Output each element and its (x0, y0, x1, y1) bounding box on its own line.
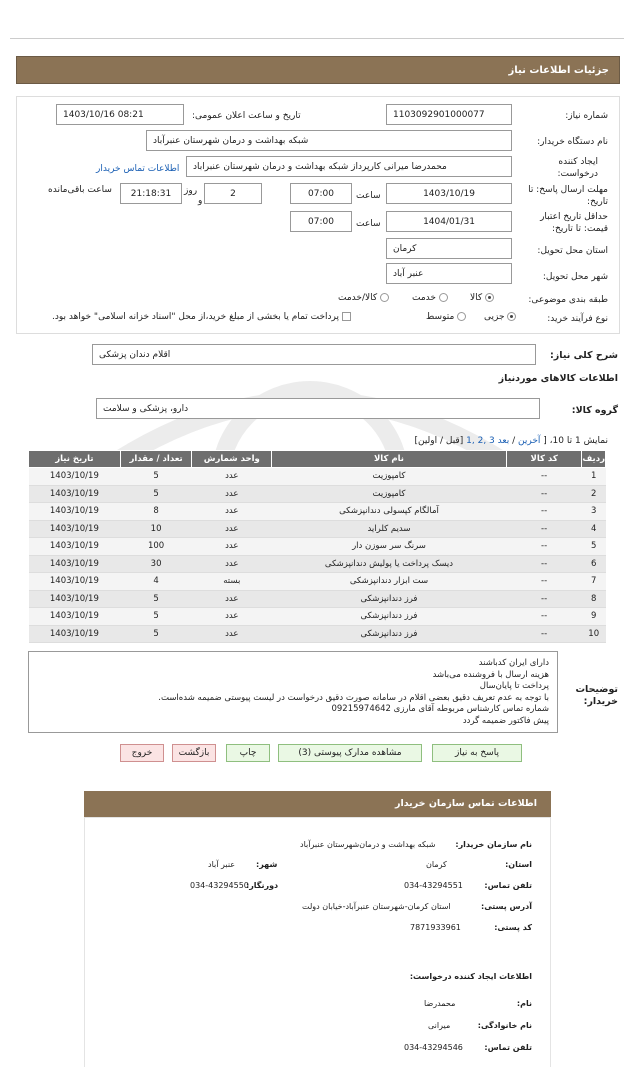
cell-date: 1403/10/19 (29, 608, 121, 626)
creator-name-value: محمدرضا (424, 999, 456, 1008)
creator-name-label: نام: (516, 999, 532, 1008)
top-divider (10, 38, 624, 39)
cell-row: 1 (582, 468, 606, 486)
radio-icon (485, 293, 494, 302)
province-label: استان: (505, 860, 532, 869)
remaining-days: 2 (204, 183, 262, 204)
reply-deadline-date[interactable]: 1403/10/19 (386, 183, 512, 204)
pagination-sep: / (509, 436, 518, 446)
price-validity-label-1: حداقل تاریخ اعتبار (540, 212, 608, 222)
page-header (16, 56, 620, 84)
process-option-medium[interactable]: متوسط (426, 312, 466, 322)
cell-unit: عدد (192, 468, 272, 486)
buyer-org-field[interactable]: شبکه بهداشت و درمان شهرستان عنبرآباد (146, 130, 512, 151)
city-label: شهر: (256, 860, 278, 869)
cell-unit: عدد (192, 590, 272, 608)
table-row[interactable] (29, 485, 606, 503)
announce-datetime-field[interactable]: 1403/10/16 08:21 (56, 104, 184, 125)
requester-label-2: درخواست: (557, 169, 598, 179)
org-value: شبکه بهداشت و درمان‌شهرستان عنبرآباد (300, 840, 436, 849)
cell-qty: 8 (120, 503, 192, 521)
table-row[interactable] (29, 625, 606, 643)
table-row[interactable] (29, 538, 606, 556)
cell-name: دیسک پرداخت یا پولیش دندانپزشکی (272, 555, 507, 573)
cell-qty: 5 (120, 590, 192, 608)
items-table (28, 450, 606, 643)
cell-date: 1403/10/19 (29, 503, 121, 521)
summary-label: شرح کلی نیاز: (549, 350, 618, 361)
price-time-label: ساعت (356, 219, 381, 229)
col-code: کد کالا (506, 451, 582, 468)
phone-label: تلفن تماس: (484, 881, 532, 890)
category-option-service[interactable]: خدمت (412, 293, 448, 303)
cell-date: 1403/10/19 (29, 590, 121, 608)
cell-row: 6 (582, 555, 606, 573)
cell-name: فرز دندانپزشکی (272, 608, 507, 626)
city-value: عنبر آباد (208, 860, 236, 869)
cell-date: 1403/10/19 (29, 468, 121, 486)
need-number-label: شماره نیاز: (565, 111, 608, 121)
delivery-province-label: استان محل تحویل: (537, 246, 608, 256)
address-label: آدرس پستی: (481, 902, 532, 911)
price-validity-date[interactable]: 1404/01/31 (386, 211, 512, 232)
postal-label: کد پستی: (494, 923, 532, 932)
cell-name: فرز دندانپزشکی (272, 590, 507, 608)
fax-label: دورنگار: (246, 881, 279, 890)
cell-qty: 30 (120, 555, 192, 573)
buyer-org-label: نام دستگاه خریدار: (537, 137, 608, 147)
radio-icon (380, 293, 389, 302)
cell-row: 10 (582, 625, 606, 643)
col-row: ردیف (582, 451, 606, 468)
delivery-province-field[interactable]: کرمان (386, 238, 512, 259)
cell-qty: 5 (120, 485, 192, 503)
cell-qty: 5 (120, 625, 192, 643)
page-title: جزئیات اطلاعات نیاز (508, 65, 609, 76)
cell-unit: عدد (192, 503, 272, 521)
cell-code: -- (506, 503, 582, 521)
summary-field[interactable]: اقلام دندان پزشکی (92, 344, 536, 365)
delivery-city-field[interactable]: عنبر آباد (386, 263, 512, 284)
radio-icon (457, 312, 466, 321)
cell-name: سدیم کلراید (272, 520, 507, 538)
table-row[interactable] (29, 555, 606, 573)
category-option-goods[interactable]: کالا (470, 293, 494, 303)
postal-value: 7871933961 (410, 923, 461, 932)
fax-value: 034-43294550 (190, 881, 249, 890)
cell-name: کامپوزیت (272, 485, 507, 503)
cell-code: -- (506, 555, 582, 573)
buyer-notes-label-2: خریدار: (583, 696, 618, 707)
reply-time-label: ساعت (356, 191, 381, 201)
table-row[interactable] (29, 503, 606, 521)
note-line: هزینه ارسال با فروشنده می‌باشد (432, 669, 549, 680)
cell-row: 5 (582, 538, 606, 556)
cell-name: سرنگ سر سوزن دار (272, 538, 507, 556)
pagination-range: نمایش 1 تا 10، [ (543, 436, 608, 446)
pagination-pages[interactable]: 3 ,2 ,1 (466, 436, 495, 446)
creator-family-label: نام خانوادگی: (477, 1021, 532, 1030)
remaining-time: 21:18:31 (120, 183, 182, 204)
cell-row: 7 (582, 573, 606, 591)
radio-icon (507, 312, 516, 321)
cell-qty: 10 (120, 520, 192, 538)
table-header-row (29, 451, 606, 468)
cell-code: -- (506, 485, 582, 503)
table-row[interactable] (29, 573, 606, 591)
announce-datetime-label: تاریخ و ساعت اعلان عمومی: (192, 111, 301, 121)
cell-qty: 4 (120, 573, 192, 591)
cell-qty: 100 (120, 538, 192, 556)
cell-qty: 5 (120, 468, 192, 486)
remaining-label: ساعت باقی‌مانده (48, 185, 112, 195)
exit-button[interactable]: خروج (120, 744, 164, 762)
pagination (414, 436, 608, 446)
col-qty: تعداد / مقدار (120, 451, 192, 468)
cell-unit: عدد (192, 608, 272, 626)
view-attachments-button[interactable]: مشاهده مدارک پیوستی (3) (278, 744, 422, 762)
col-date: تاریخ نیاز (29, 451, 121, 468)
cell-name: فرز دندانپزشکی (272, 625, 507, 643)
contact-header (84, 791, 551, 817)
price-validity-time[interactable]: 07:00 (290, 211, 352, 232)
cell-row: 8 (582, 590, 606, 608)
cell-code: -- (506, 590, 582, 608)
back-button[interactable]: بازگشت (172, 744, 216, 762)
requester-field[interactable]: محمدرضا میرانی کارپرداز شبکه بهداشت و درمان شهرستان عنبراباد (186, 156, 512, 177)
note-line: پیش فاکتور ضمیمه گردد (462, 715, 549, 726)
cell-code: -- (506, 520, 582, 538)
print-button[interactable]: چاپ (226, 744, 270, 762)
note-line: با توجه به عدم تعریف دقیق بعضی اقلام در سامانه صورت دقیق درخواست در لیست پیوستی ضمیمه شده‌است. (158, 692, 549, 703)
cell-row: 4 (582, 520, 606, 538)
cell-code: -- (506, 468, 582, 486)
cell-unit: عدد (192, 485, 272, 503)
creator-phone-label: تلفن تماس: (484, 1043, 532, 1052)
cell-code: -- (506, 608, 582, 626)
treasury-payment-option[interactable]: پرداخت تمام یا بخشی از مبلغ خرید،از محل "اسناد خزانه اسلامی" خواهد بود. (52, 312, 351, 322)
goods-info-title: اطلاعات کالاهای موردنیاز (498, 373, 618, 384)
reply-deadline-time[interactable]: 07:00 (290, 183, 352, 204)
cell-unit: عدد (192, 625, 272, 643)
table-row[interactable] (29, 608, 606, 626)
checkbox-icon (342, 312, 351, 321)
cell-date: 1403/10/19 (29, 573, 121, 591)
org-label: نام سازمان خریدار: (455, 840, 532, 849)
pagination-first-prev: [قبل / اولین] (414, 436, 464, 446)
cell-code: -- (506, 538, 582, 556)
reply-deadline-label-2: تاریخ: (587, 197, 608, 207)
cell-date: 1403/10/19 (29, 485, 121, 503)
province-value: کرمان (426, 860, 447, 869)
days-suffix: و (198, 196, 203, 206)
process-type-label: نوع فرآیند خرید: (547, 314, 608, 324)
buyer-notes-label-1: توضیحات (575, 684, 618, 695)
col-unit: واحد شمارش (192, 451, 272, 468)
reply-button[interactable]: پاسخ به نیاز (432, 744, 522, 762)
creator-family-value: میرانی (428, 1021, 451, 1030)
cell-unit: عدد (192, 520, 272, 538)
requester-label-1: ایجاد کننده (558, 157, 598, 167)
days-label: روز (184, 186, 198, 196)
contact-title: اطلاعات تماس سازمان خریدار (394, 798, 537, 809)
goods-group-label: گروه کالا: (571, 405, 618, 416)
cell-unit: عدد (192, 555, 272, 573)
note-line: دارای ایران کدباشند (478, 658, 549, 668)
price-validity-label-2: قیمت: تا تاریخ: (552, 224, 608, 234)
goods-group-field[interactable]: دارو، پزشکی و سلامت (96, 398, 540, 419)
reply-deadline-label-1: مهلت ارسال پاسخ: تا (528, 185, 608, 195)
radio-icon (439, 293, 448, 302)
creator-phone-value: 034-43294546 (404, 1043, 463, 1052)
phone-value: 034-43294551 (404, 881, 463, 890)
cell-name: ست ابزار دندانپزشکی (272, 573, 507, 591)
buyer-notes-box (28, 651, 558, 733)
cell-name: آمالگام کپسولی دندانپزشکی (272, 503, 507, 521)
category-option-both[interactable]: کالا/خدمت (338, 293, 389, 303)
note-line: پرداخت تا پایان‌سال (479, 681, 549, 692)
cell-unit: عدد (192, 538, 272, 556)
delivery-city-label: شهر محل تحویل: (542, 272, 608, 282)
table-row[interactable] (29, 468, 606, 486)
cell-code: -- (506, 573, 582, 591)
table-row[interactable] (29, 520, 606, 538)
pagination-next[interactable]: بعد (497, 436, 510, 446)
cell-row: 9 (582, 608, 606, 626)
cell-code: -- (506, 625, 582, 643)
creator-title: اطلاعات ایجاد کننده درخواست: (409, 972, 532, 981)
category-label: طبقه بندی موضوعی: (528, 295, 608, 305)
cell-qty: 5 (120, 608, 192, 626)
cell-row: 2 (582, 485, 606, 503)
cell-unit: بسته (192, 573, 272, 591)
need-number-field[interactable]: 1103092901000077 (386, 104, 512, 125)
cell-date: 1403/10/19 (29, 520, 121, 538)
cell-name: کامپوزیت (272, 468, 507, 486)
buyer-contact-link[interactable]: اطلاعات تماس خریدار (96, 164, 180, 174)
cell-date: 1403/10/19 (29, 555, 121, 573)
cell-date: 1403/10/19 (29, 625, 121, 643)
address-value: استان کرمان-شهرستان عنبرآباد-خیابان دولت (302, 902, 451, 911)
note-line: شماره تماس کارشناس مربوطه آقای مارزی 09215974642 (331, 704, 549, 715)
pagination-last[interactable]: آخرین (518, 436, 541, 446)
col-name: نام کالا (272, 451, 507, 468)
table-row[interactable] (29, 590, 606, 608)
cell-date: 1403/10/19 (29, 538, 121, 556)
cell-row: 3 (582, 503, 606, 521)
process-option-minor[interactable]: جزیی (484, 312, 516, 322)
